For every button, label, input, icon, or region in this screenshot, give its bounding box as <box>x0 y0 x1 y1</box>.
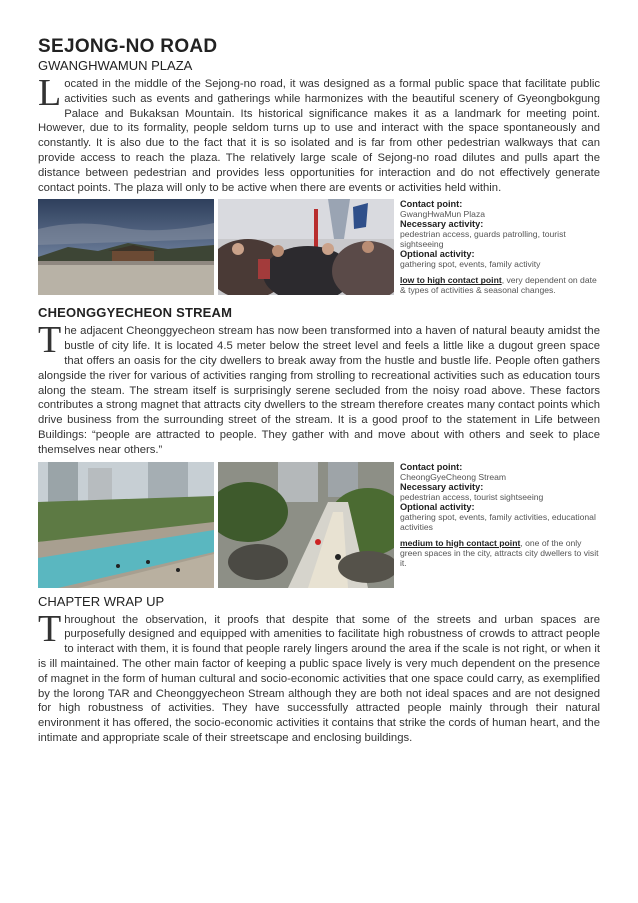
contact-label: Contact point: <box>400 461 463 472</box>
stream-aerial-photo <box>38 462 214 588</box>
section-heading-cheonggyecheon: CHEONGGYECHEON STREAM <box>38 305 233 321</box>
info-panel-gwanghwamun <box>398 199 600 295</box>
section-body-gwanghwamun <box>38 72 600 195</box>
contact-level: low to high contact point <box>400 275 502 286</box>
stream-crowd-photo <box>218 462 394 588</box>
palace-image <box>38 199 214 295</box>
necessary-label: Necessary activity: <box>400 481 484 492</box>
photo-row-gwanghwamun <box>38 199 600 295</box>
page-title: SEJONG-NO ROAD <box>38 36 218 57</box>
drop-cap: T <box>38 607 62 650</box>
section-body-cheonggyecheon <box>38 319 600 457</box>
necessary-value: pedestrian access, tourist sightseeing <box>400 491 544 502</box>
contact-label: Contact point: <box>400 199 463 210</box>
photo-row-cheonggyecheon <box>38 462 600 588</box>
crowd-image <box>218 199 394 295</box>
optional-label: Optional activity: <box>400 249 475 260</box>
gwanghwamun-crowd-photo <box>218 199 394 295</box>
body-text: he adjacent Cheonggyecheon stream has now been transformed into a haven of natural beauty amidst the bustle of city life. It is located 4.5 meter below the street level and feels a little like a dugout green space that offers an oasis for the city dwellers to break away from the hustle and bustle life. People often gathers alongside the river for various of activities ranging from strolling to recreational activities such as education tours along the steam. The stream itself is surprisingly serene secluded from the noisy road above. These factors contributes a strong magnet that attracts city dwellers to the stream therefore creates many contact points which drive business from the surrounding street of the stream. It is a good proof to the statement in Life between Buildings: “people are attracted to people. They gather with and move about with others and seek to place themselves near others.” <box>38 325 600 456</box>
optional-value: gathering spot, events, family activities, educational activities <box>400 511 596 532</box>
contact-value: GwangHwaMun Plaza <box>400 209 486 220</box>
contact-summary-text: , very dependent on date & types of activities & seasonal changes. <box>400 275 597 296</box>
page <box>38 36 600 746</box>
contact-level: medium to high contact point <box>400 537 521 548</box>
optional-value: gathering spot, events, family activity <box>400 259 541 270</box>
contact-summary <box>400 275 600 295</box>
info-panel-cheonggyecheon <box>398 462 600 588</box>
necessary-label: Necessary activity: <box>400 219 484 230</box>
body-text: ocated in the middle of the Sejong-no road, it was designed as a formal public space that facilitate public activities such as events and gatherings while harmonizes with the beautiful scenery of Gyeongbokgung Palace and Bukaksan Mountain. Its historical significance makes it as a landmark for meeting point. However, due to its formality, people seldom turns up to use and interact with the space spontaneously and constantly. It is also due to the fact that it is so isolated and is far from other pedestrian walkways that can provide access to reach the plaza. The relatively large scale of Sejong-no road dilutes and pulls apart the distance between pedestrian and provides less opportunities for interaction and do not effectively generate contact points. The plaza will only to be active when there are events or activities held within. <box>38 78 600 194</box>
contact-summary <box>400 538 600 568</box>
drop-cap: L <box>38 72 62 114</box>
contact-value: CheongGyeCheong Stream <box>400 471 507 482</box>
stream-image <box>38 462 214 588</box>
section-heading-gwanghwamun: GWANGHWAMUN PLAZA <box>38 58 193 73</box>
stream-crowd-image <box>218 462 394 588</box>
contact-summary-text: , one of the only green spaces in the city, attracts city dwellers to visit it. <box>400 537 599 568</box>
gwanghwamun-palace-photo <box>38 199 214 295</box>
section-body-wrap-up <box>38 607 600 746</box>
section-heading-wrap-up: CHAPTER WRAP UP <box>38 593 165 609</box>
necessary-value: pedestrian access, guards patrolling, tourist sightseeing <box>400 229 566 250</box>
optional-label: Optional activity: <box>400 501 475 512</box>
drop-cap: T <box>38 319 62 362</box>
body-text: hroughout the observation, it proofs that despite that some of the streets and urban spaces are purposefully designed and equipped with amenities to facilitate high robustness of crowds to attract people to interact with them, it is found that people rarely lingers around the area if the scale is not right, or when it is ill maintained. The other main factor of keeping a public space lively is very much dependent on the presence of magnet in the form of human cultural and socio-economic activities that one space could carry, as exemplified by the lorong TAR and Cheonggyecheon Stream although they are both not ideal spaces and are not designed for high robustness of activities. They have successfully attracted people mainly through their natural environment it has offered, the socio-economic activities it contains that strike the cords of human heart, and the intimate and appropriate scale of their streetscape and enclosing buildings. <box>38 613 600 744</box>
